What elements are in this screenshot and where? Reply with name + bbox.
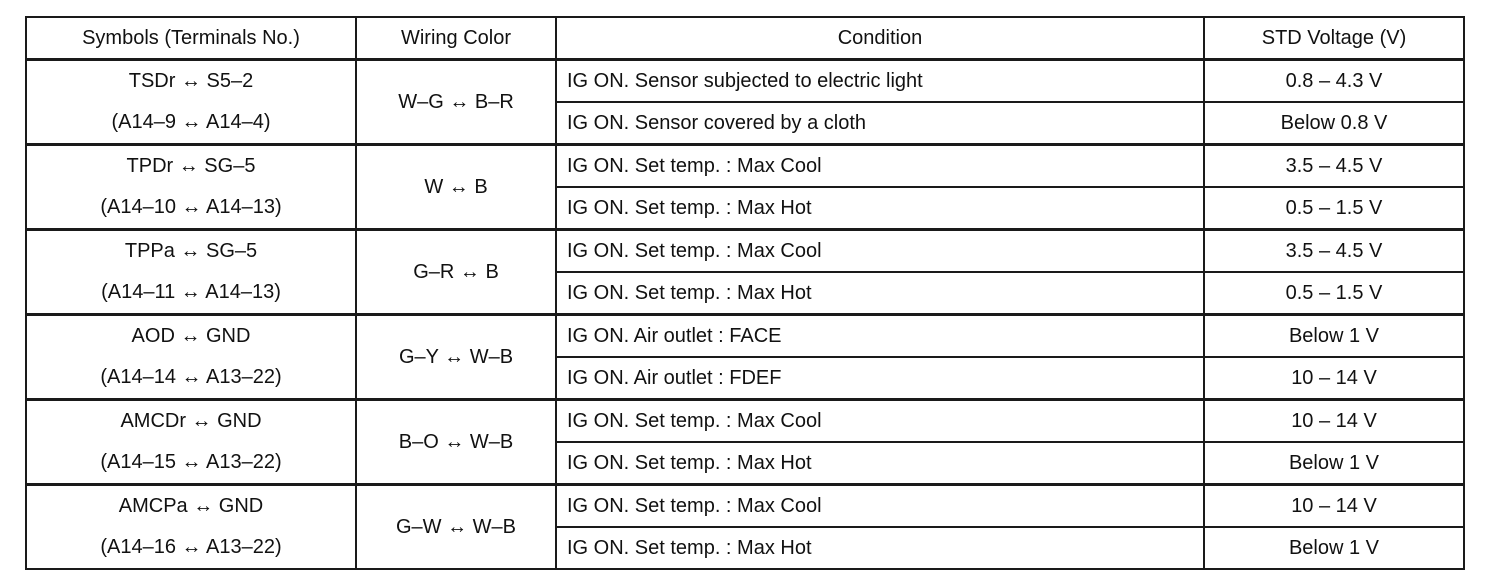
std-voltage-cell: Below 1 V (1204, 442, 1464, 485)
table-row (26, 230, 1464, 273)
table-row (26, 315, 1464, 358)
std-voltage-cell: Below 1 V (1204, 315, 1464, 358)
symbol-name: AMCDr ↔ GND (120, 410, 262, 432)
symbol-cell (26, 60, 356, 145)
condition-cell: IG ON. Set temp. : Max Cool (556, 400, 1204, 443)
condition-cell: IG ON. Set temp. : Max Cool (556, 145, 1204, 188)
condition-cell: IG ON. Sensor subjected to electric light (556, 60, 1204, 103)
std-voltage-cell: 10 – 14 V (1204, 400, 1464, 443)
condition-cell: IG ON. Set temp. : Max Cool (556, 485, 1204, 528)
std-voltage-cell: 0.5 – 1.5 V (1204, 272, 1464, 315)
terminal-numbers: (A14–14 ↔ A13–22) (100, 366, 282, 388)
terminal-numbers: (A14–16 ↔ A13–22) (100, 536, 282, 558)
symbol-name: TPPa ↔ SG–5 (124, 240, 258, 262)
symbol-cell (26, 485, 356, 570)
condition-cell: IG ON. Set temp. : Max Cool (556, 230, 1204, 273)
header-symbols: Symbols (Terminals No.) (26, 17, 356, 60)
std-voltage-cell: Below 1 V (1204, 527, 1464, 569)
wiring-color-cell: G–R ↔ B (356, 230, 556, 315)
condition-cell: IG ON. Set temp. : Max Hot (556, 272, 1204, 315)
table-row (26, 145, 1464, 188)
wiring-color-cell: W ↔ B (356, 145, 556, 230)
terminal-numbers: (A14–10 ↔ A14–13) (100, 196, 282, 218)
wiring-color-cell: G–Y ↔ W–B (356, 315, 556, 400)
symbol-cell (26, 230, 356, 315)
condition-cell: IG ON. Set temp. : Max Hot (556, 442, 1204, 485)
wiring-color-cell: W–G ↔ B–R (356, 60, 556, 145)
std-voltage-cell: 0.8 – 4.3 V (1204, 60, 1464, 103)
header-wiring-color: Wiring Color (356, 17, 556, 60)
std-voltage-cell: 10 – 14 V (1204, 357, 1464, 400)
symbol-name: AMCPa ↔ GND (118, 495, 264, 517)
std-voltage-cell: 10 – 14 V (1204, 485, 1464, 528)
std-voltage-cell: 3.5 – 4.5 V (1204, 145, 1464, 188)
header-condition: Condition (556, 17, 1204, 60)
terminal-numbers: (A14–9 ↔ A14–4) (111, 111, 271, 133)
condition-cell: IG ON. Set temp. : Max Hot (556, 187, 1204, 230)
symbol-cell (26, 145, 356, 230)
symbol-name: AOD ↔ GND (131, 325, 251, 347)
wiring-color-cell: G–W ↔ W–B (356, 485, 556, 570)
symbol-name: TSDr ↔ S5–2 (128, 70, 254, 92)
table-row (26, 60, 1464, 103)
terminal-numbers: (A14–15 ↔ A13–22) (100, 451, 282, 473)
symbol-cell (26, 315, 356, 400)
symbol-name: TPDr ↔ SG–5 (126, 155, 256, 177)
voltage-spec-table (25, 16, 1465, 570)
std-voltage-cell: Below 0.8 V (1204, 102, 1464, 145)
std-voltage-cell: 3.5 – 4.5 V (1204, 230, 1464, 273)
condition-cell: IG ON. Sensor covered by a cloth (556, 102, 1204, 145)
table-header-row (26, 17, 1464, 60)
symbol-cell (26, 400, 356, 485)
condition-cell: IG ON. Air outlet : FDEF (556, 357, 1204, 400)
terminal-numbers: (A14–11 ↔ A14–13) (101, 281, 281, 303)
condition-cell: IG ON. Air outlet : FACE (556, 315, 1204, 358)
condition-cell: IG ON. Set temp. : Max Hot (556, 527, 1204, 569)
table-row (26, 485, 1464, 528)
table-row (26, 400, 1464, 443)
wiring-color-cell: B–O ↔ W–B (356, 400, 556, 485)
header-std-voltage: STD Voltage (V) (1204, 17, 1464, 60)
std-voltage-cell: 0.5 – 1.5 V (1204, 187, 1464, 230)
